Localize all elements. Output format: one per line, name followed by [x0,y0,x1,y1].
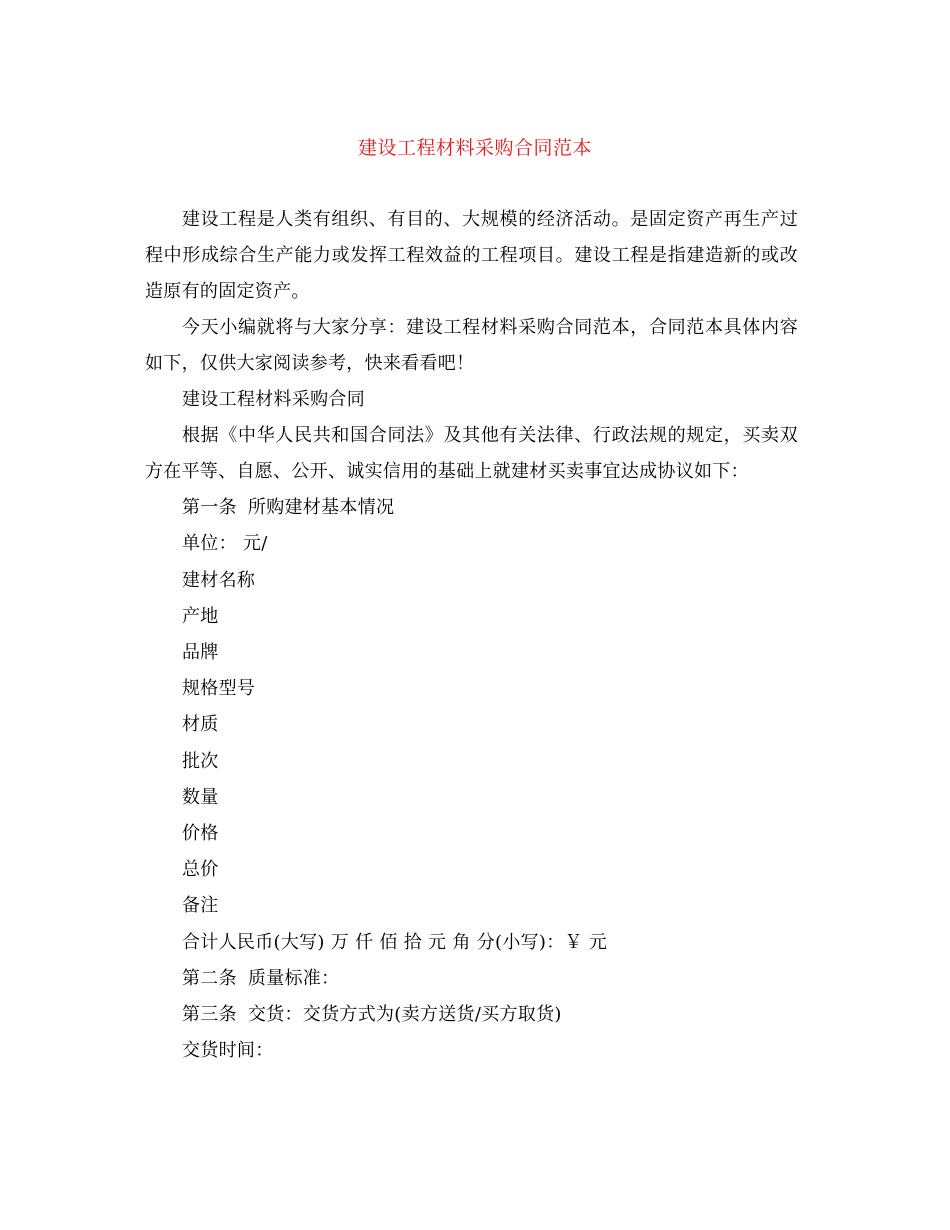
total-amount-line: 合计人民币(大写) 万 仟 佰 拾 元 角 分(小写)：￥ 元 [182,931,608,953]
field-price: 价格 [182,823,219,845]
unit-line: 单位： 元/ [182,533,268,555]
article-3-text: 交货：交货方式为(卖方送货/买方取货) [247,1004,562,1026]
intro-paragraph-1: 建设工程是人类有组织、有目的、大规模的经济活动。是固定资产再生产过程中形成综合生产能力或发挥工程效益的工程项目。建设工程是指建造新的或改造原有的固定资产。 [145,209,798,302]
delivery-time: 交货时间： [182,1040,274,1062]
article-2-text: 质量标准： [247,967,340,989]
contract-title: 建设工程材料采购合同 [182,389,365,410]
article-2-heading: 第二条 [182,967,237,989]
field-material: 材质 [182,714,219,736]
field-material-name: 建材名称 [182,569,256,591]
field-batch: 批次 [182,750,219,772]
article-1-text: 所购建材基本情况 [247,497,395,519]
field-spec-model: 规格型号 [182,678,256,700]
contract-preamble: 根据《中华人民共和国合同法》及其他有关法律、行政法规的规定，买卖双方在平等、自愿、公开、诚实信用的基础上就建材买卖事宜达成协议如下： [145,425,798,483]
article-1 [145,490,798,526]
article-3-heading: 第三条 [182,1004,237,1026]
intro-paragraph-2: 今天小编就将与大家分享：建设工程材料采购合同范本，合同范本具体内容如下，仅供大家阅读参考，快来看看吧！ [145,317,798,374]
field-origin: 产地 [182,605,219,627]
field-remarks: 备注 [182,895,219,917]
field-brand: 品牌 [182,642,219,664]
field-quantity: 数量 [182,786,219,808]
article-2 [145,961,798,997]
article-1-heading: 第一条 [182,497,237,519]
field-total-price: 总价 [182,859,219,881]
document-title: 建设工程材料采购合同范本 [357,137,592,159]
document-body [145,202,798,1069]
article-3 [145,997,798,1033]
